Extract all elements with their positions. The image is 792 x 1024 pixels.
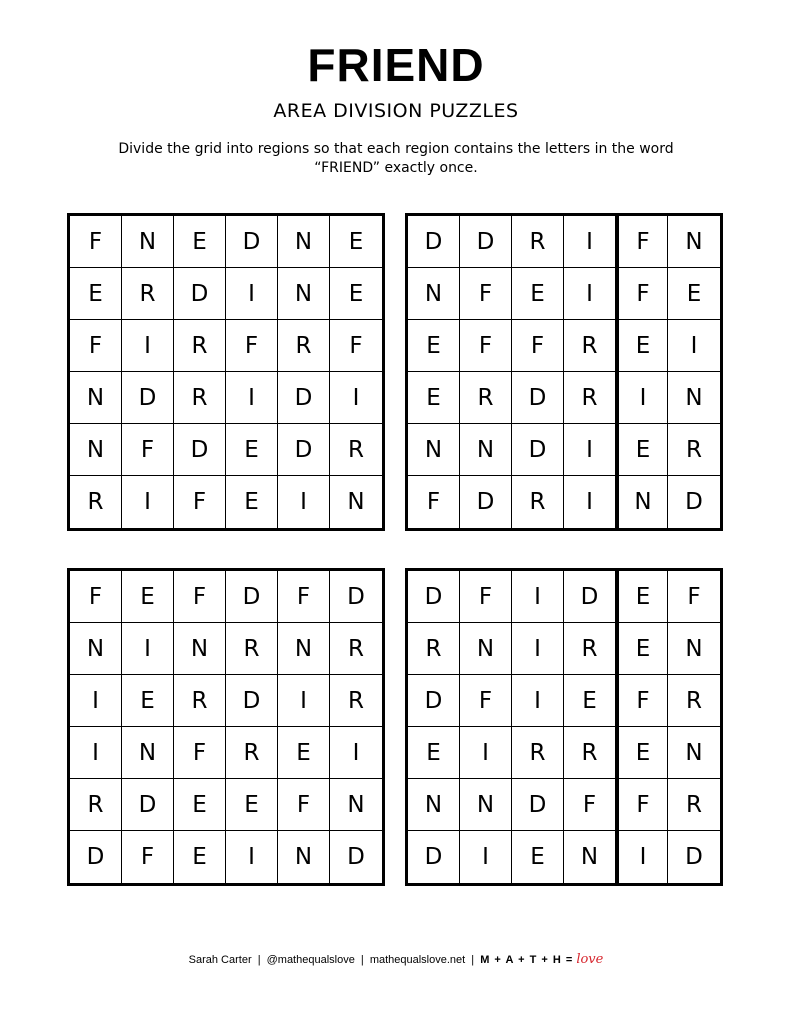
grid-cell: D	[408, 216, 460, 268]
grid-cell: D	[347, 844, 365, 870]
grid-cell: D	[278, 372, 330, 424]
grid-cell: R	[460, 372, 512, 424]
grid-cell: E	[616, 623, 668, 675]
grid-cell: D	[174, 424, 226, 476]
grid-cell: F	[174, 571, 226, 623]
grid-cell: N	[122, 727, 174, 779]
footer-logo-text: M + A + T + H =	[480, 954, 574, 966]
grid-cell: F	[278, 571, 330, 623]
footer-author: Sarah Carter	[188, 954, 252, 966]
grid-cell: N	[70, 424, 122, 476]
grid-cell: N	[330, 779, 382, 831]
grid-cell: E	[408, 320, 460, 372]
grid-cell: D	[512, 779, 564, 831]
grid-cell: I	[122, 623, 174, 675]
grid-cell: R	[330, 424, 382, 476]
grid-cell: E	[408, 727, 460, 779]
puzzle-grid-2	[405, 213, 723, 531]
grid-cell: E	[122, 571, 174, 623]
grid-cell: N	[174, 623, 226, 675]
grid-cell: E	[122, 675, 174, 727]
grid-cell: D	[685, 489, 703, 515]
grid-cell: D	[226, 675, 278, 727]
grid-cell: R	[330, 675, 382, 727]
grid-cell: F	[460, 268, 512, 320]
grid-cell: I	[330, 727, 382, 779]
grid-cell: D	[460, 216, 512, 268]
grid-cell: D	[226, 571, 278, 623]
grid-cell: I	[278, 675, 330, 727]
grid-cell: E	[512, 831, 564, 883]
grid-cell: I	[564, 216, 616, 268]
grid-cell: E	[330, 268, 382, 320]
grid-cell: R	[512, 216, 564, 268]
grid-cell: I	[70, 727, 122, 779]
grid-cell: I	[460, 727, 512, 779]
grid-cell: D	[685, 844, 703, 870]
grid-cell: I	[226, 831, 278, 883]
grid-cell: D	[70, 831, 122, 883]
grid-cell: F	[70, 320, 122, 372]
page-title: FRIEND	[307, 39, 485, 91]
grid-cell: E	[278, 727, 330, 779]
grid-cell: R	[174, 320, 226, 372]
grid-cell: N	[278, 831, 330, 883]
grid-cell: F	[70, 216, 122, 268]
grid-cell: E	[70, 268, 122, 320]
grid-cell: N	[347, 489, 365, 515]
grid-cell: N	[668, 372, 720, 424]
footer-separator: |	[360, 954, 364, 966]
grid-cell: E	[616, 424, 668, 476]
grid-cell: N	[668, 216, 720, 268]
grid-cell: E	[616, 571, 668, 623]
grid-cell: N	[616, 476, 668, 528]
grid-cell: F	[460, 320, 512, 372]
grid-cell: R	[278, 320, 330, 372]
grid-cell: I	[616, 372, 668, 424]
grid-cell: R	[174, 372, 226, 424]
grid-cell: E	[408, 372, 460, 424]
grid-cell: R	[564, 623, 616, 675]
grid-cell: I	[512, 623, 564, 675]
grid-cell: F	[70, 571, 122, 623]
grid-cell: R	[512, 476, 564, 528]
grid-cell: F	[616, 779, 668, 831]
grid-cell: D	[174, 268, 226, 320]
grid-cell: I	[226, 268, 278, 320]
grid-cell: F	[460, 571, 512, 623]
grid-cell: R	[668, 675, 720, 727]
grid-cell: D	[122, 779, 174, 831]
grid-cell: F	[226, 320, 278, 372]
grid-cell: N	[122, 216, 174, 268]
grid-cell: E	[226, 779, 278, 831]
grid-cell: N	[70, 372, 122, 424]
grid-cell: R	[70, 476, 122, 528]
grid-cell: E	[564, 675, 616, 727]
footer	[0, 952, 792, 967]
footer-separator: |	[471, 954, 475, 966]
puzzle-grid-4	[405, 568, 723, 886]
grid-cell: E	[668, 268, 720, 320]
instructions: Divide the grid into regions so that each region contains the letters in the word “FRIEND” exactly once.	[118, 141, 674, 176]
grid-cell: I	[512, 675, 564, 727]
grid-cell: R	[564, 372, 616, 424]
grid-cell: R	[174, 675, 226, 727]
grid-cell: I	[330, 372, 382, 424]
grid-cell: D	[564, 571, 616, 623]
footer-separator: |	[257, 954, 261, 966]
grid-cell: F	[512, 320, 564, 372]
grid-cell: D	[408, 675, 460, 727]
grid-cell: N	[460, 424, 512, 476]
puzzle-grid-1	[67, 213, 385, 531]
grid-cell: D	[512, 424, 564, 476]
footer-website: mathequalslove.net	[369, 954, 466, 966]
grid-cell: E	[174, 831, 226, 883]
grid-cell: D	[278, 424, 330, 476]
grid-cell: D	[226, 216, 278, 268]
grid-cell: F	[122, 424, 174, 476]
grid-cell: N	[408, 424, 460, 476]
grid-cell: E	[616, 320, 668, 372]
grid-cell: N	[460, 623, 512, 675]
grid-cell: F	[616, 216, 668, 268]
grid-cell: E	[616, 727, 668, 779]
grid-cell: R	[226, 623, 278, 675]
grid-cell: F	[174, 476, 226, 528]
grid-cell: I	[278, 476, 330, 528]
grid-cell: D	[408, 571, 460, 623]
grid-cell: I	[668, 320, 720, 372]
grid-cell: I	[512, 571, 564, 623]
grid-cell: E	[174, 216, 226, 268]
grid-cell: N	[278, 216, 330, 268]
grid-cell: F	[408, 476, 460, 528]
grid-cell: D	[122, 372, 174, 424]
grid-cell: F	[564, 779, 616, 831]
grid-cell: R	[122, 268, 174, 320]
grid-cell: I	[460, 831, 512, 883]
grid-cell: D	[512, 372, 564, 424]
grid-cell: F	[122, 831, 174, 883]
grid-cell: I	[122, 320, 174, 372]
grid-cell: N	[70, 623, 122, 675]
grid-cell: F	[616, 268, 668, 320]
footer-handle: @mathequalslove	[266, 954, 355, 966]
grid-cell: I	[70, 675, 122, 727]
grid-cell: D	[408, 831, 460, 883]
grid-cell: R	[70, 779, 122, 831]
grid-cell: I	[564, 268, 616, 320]
grid-cell: E	[174, 779, 226, 831]
grid-cell: E	[330, 216, 382, 268]
grid-cell: D	[460, 476, 512, 528]
footer-logo-love: love	[576, 952, 604, 967]
grid-cell: N	[668, 623, 720, 675]
grid-cell: F	[616, 675, 668, 727]
grid-cell: I	[122, 476, 174, 528]
grid-cell: N	[408, 268, 460, 320]
grid-cell: N	[408, 779, 460, 831]
grid-cell: N	[278, 268, 330, 320]
grid-cell: F	[668, 571, 720, 623]
grid-cell: R	[512, 727, 564, 779]
grid-cell: N	[278, 623, 330, 675]
page-subtitle: AREA DIVISION PUZZLES	[273, 100, 519, 122]
grid-cell: F	[174, 727, 226, 779]
grid-cell: R	[408, 623, 460, 675]
grid-cell: F	[278, 779, 330, 831]
grid-cell: N	[564, 831, 616, 883]
grid-cell: E	[226, 424, 278, 476]
grid-cell: F	[460, 675, 512, 727]
puzzle-grid-3	[67, 568, 385, 886]
grid-cell: E	[226, 476, 278, 528]
grid-cell: I	[616, 831, 668, 883]
grid-cell: R	[330, 623, 382, 675]
grid-cell: F	[330, 320, 382, 372]
grid-cell: N	[668, 727, 720, 779]
grid-cell: I	[564, 424, 616, 476]
grid-cell: I	[564, 476, 616, 528]
grid-cell: R	[226, 727, 278, 779]
grid-cell: E	[512, 268, 564, 320]
grid-cell: D	[330, 571, 382, 623]
grid-cell: I	[226, 372, 278, 424]
grid-cell: R	[564, 320, 616, 372]
grid-cell: N	[460, 779, 512, 831]
grid-cell: R	[668, 424, 720, 476]
grid-cell: R	[668, 779, 720, 831]
grid-cell: R	[564, 727, 616, 779]
